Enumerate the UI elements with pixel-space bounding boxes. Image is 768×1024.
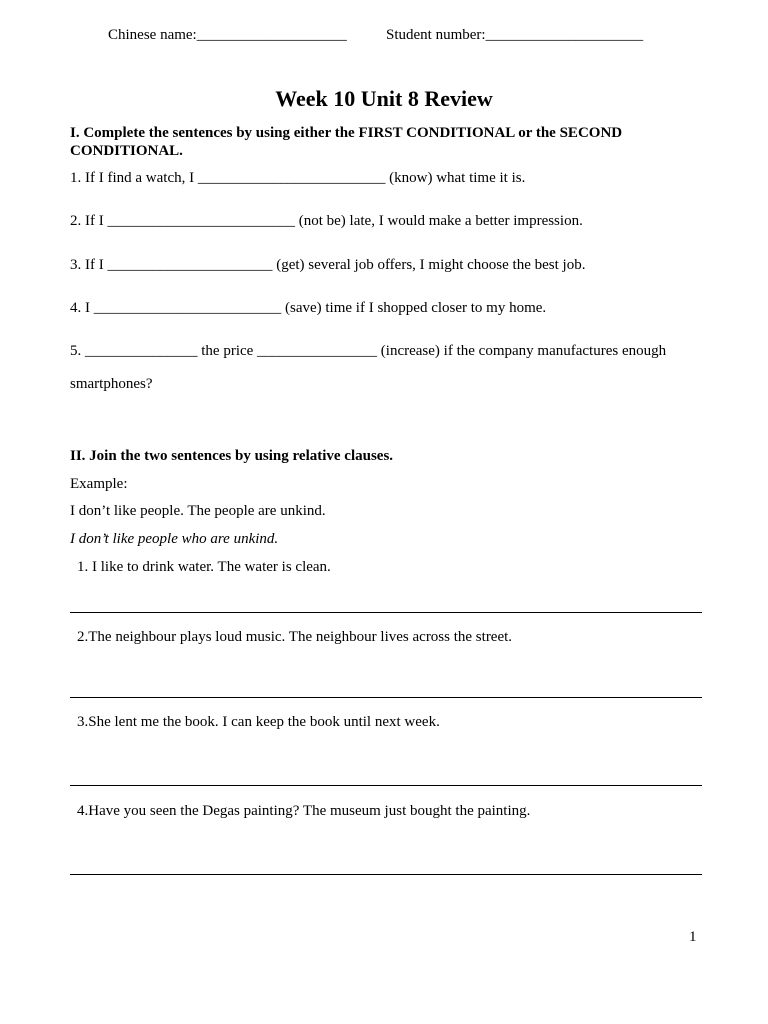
page-title: Week 10 Unit 8 Review bbox=[275, 86, 493, 111]
answer-line-1 bbox=[70, 612, 702, 613]
section-1-question-5-continued: smartphones? bbox=[70, 376, 153, 392]
section-1-heading: I. Complete the sentences by using either the FIRST CONDITIONAL or the SECOND CONDITIONAL. bbox=[70, 125, 623, 159]
section-1-question-4: 4. I _________________________ (save) time if I shopped closer to my home. bbox=[70, 300, 547, 316]
example-label: Example: bbox=[70, 476, 128, 492]
section-1-question-3: 3. If I ______________________ (get) several job offers, I might choose the best job. bbox=[70, 257, 586, 273]
chinese-name-field: Chinese name:____________________ bbox=[108, 27, 347, 43]
answer-line-3 bbox=[70, 785, 702, 786]
page-number: 1 bbox=[689, 929, 697, 945]
answer-line-2 bbox=[70, 697, 702, 698]
example-answer: I don’t like people who are unkind. bbox=[70, 531, 279, 547]
section-2-question-4: 4.Have you seen the Degas painting? The museum just bought the painting. bbox=[77, 803, 531, 819]
section-1-question-5: 5. _______________ the price ________________ (increase) if the company manufactures enough bbox=[70, 343, 667, 359]
section-1-question-2: 2. If I _________________________ (not be) late, I would make a better impression. bbox=[70, 213, 583, 229]
example-sentence: I don’t like people. The people are unkind. bbox=[70, 503, 326, 519]
answer-line-4 bbox=[70, 874, 702, 875]
section-2-heading: II. Join the two sentences by using relative clauses. bbox=[70, 448, 394, 464]
section-2-question-3: 3.She lent me the book. I can keep the book until next week. bbox=[77, 714, 440, 730]
section-2-question-1: 1. I like to drink water. The water is clean. bbox=[77, 559, 331, 575]
section-1-question-1: 1. If I find a watch, I _________________________ (know) what time it is. bbox=[70, 170, 526, 186]
student-number-field: Student number:_____________________ bbox=[386, 27, 644, 43]
section-2-question-2: 2.The neighbour plays loud music. The neighbour lives across the street. bbox=[77, 629, 513, 645]
